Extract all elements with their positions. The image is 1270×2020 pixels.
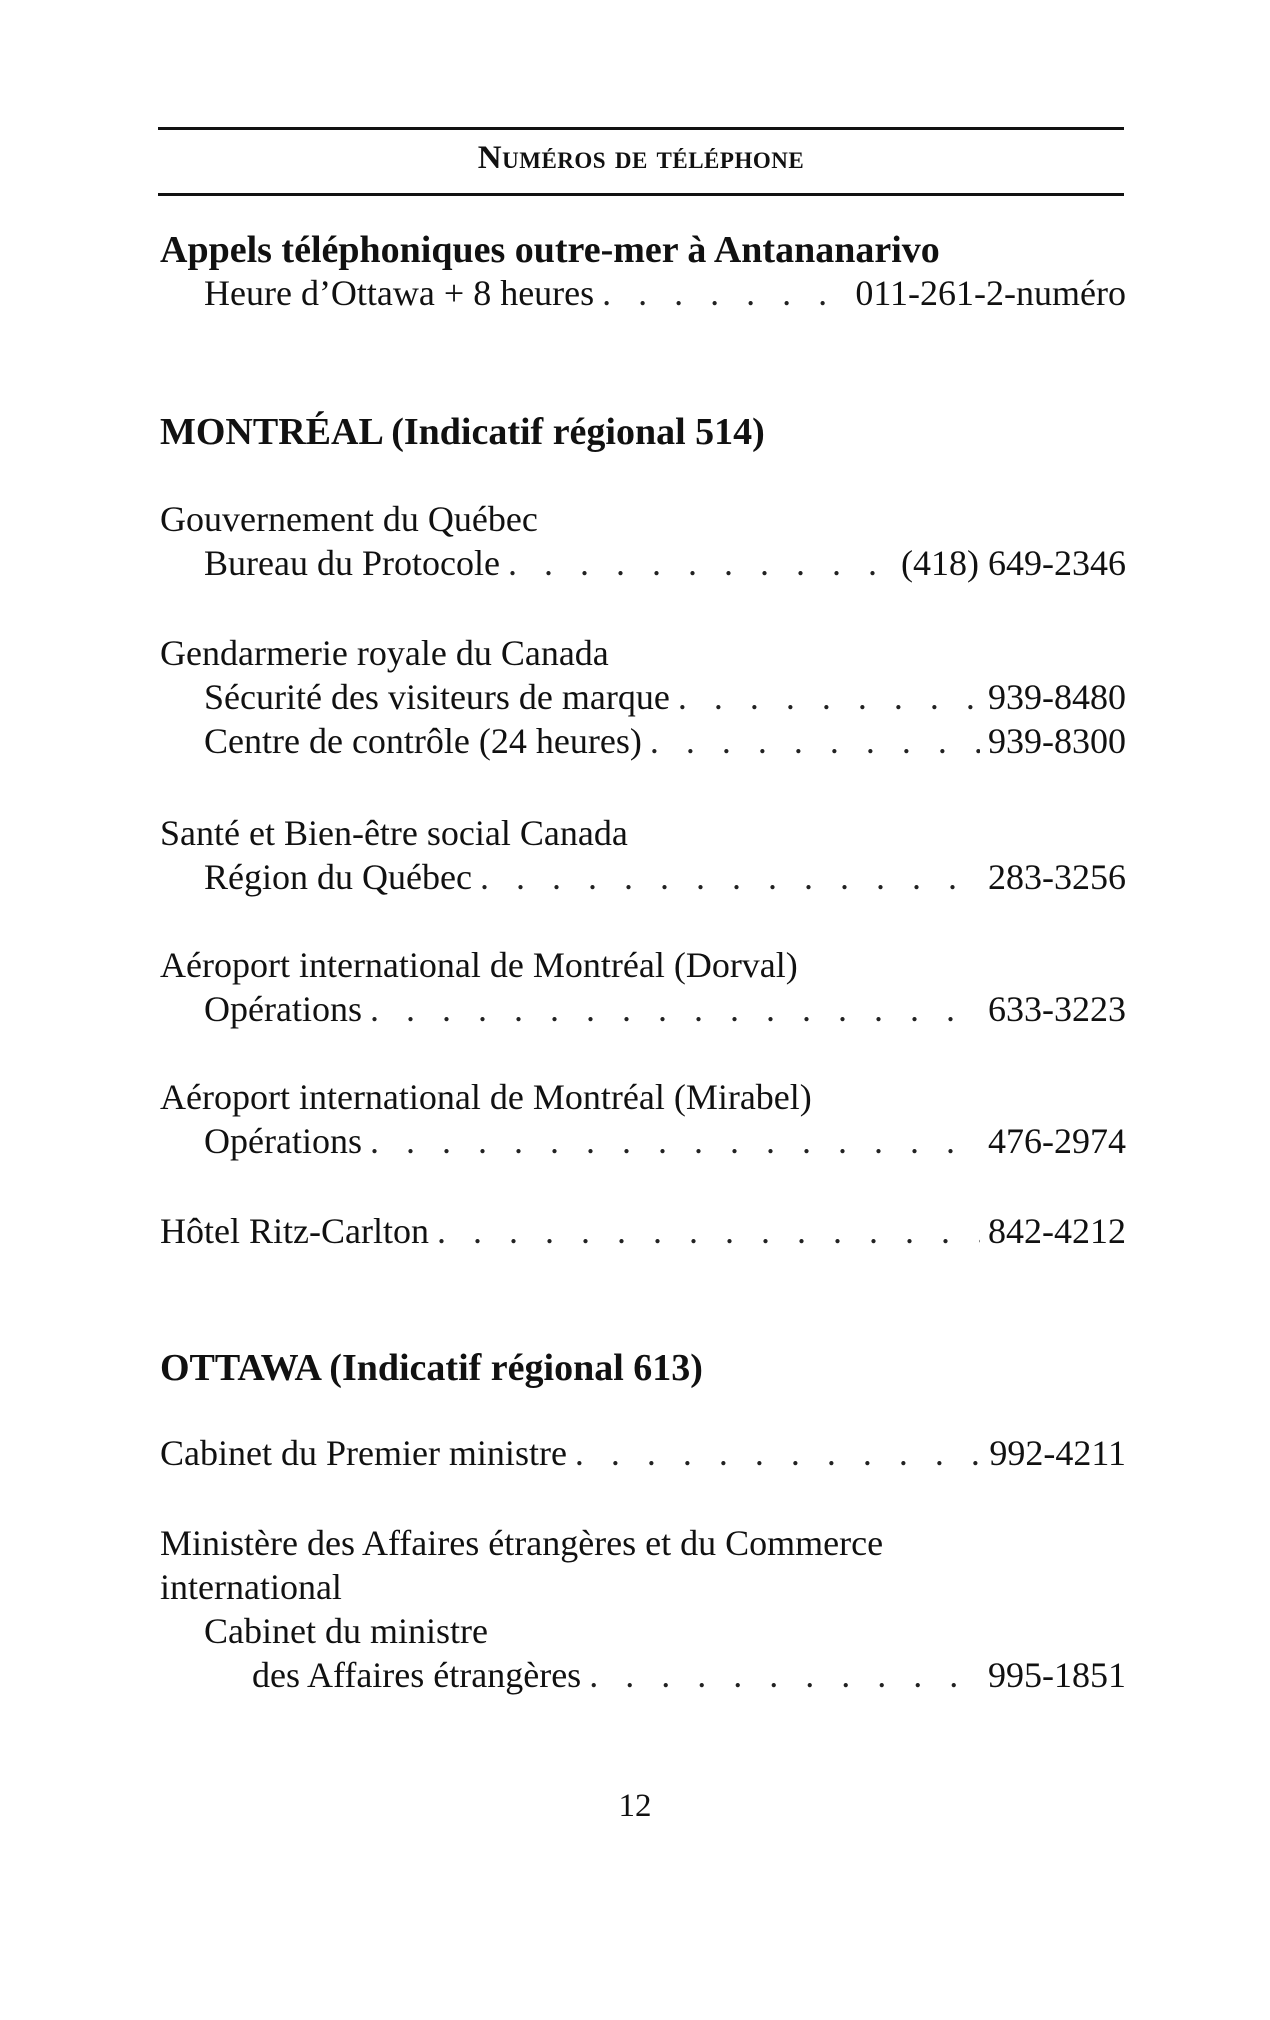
securite-visiteurs-entry — [204, 676, 1126, 718]
mirabel-title: Aéroport international de Montréal (Mirabel) — [160, 1077, 812, 1117]
entry-label: Cabinet du Premier ministre — [160, 1433, 567, 1473]
phone-number: 992-4211 — [989, 1433, 1126, 1473]
phone-number: 842-4212 — [988, 1211, 1126, 1251]
entry-label: Région du Québec — [204, 857, 472, 897]
entry-label: Centre de contrôle (24 heures) — [204, 721, 642, 761]
overseas-entry — [204, 272, 1126, 314]
centre-controle-entry — [204, 720, 1126, 762]
page-header-title: Numéros de téléphone — [477, 140, 805, 176]
montreal-heading: MONTRÉAL (Indicatif régional 514) — [160, 411, 765, 453]
dot-leader — [575, 1432, 981, 1474]
grc-title: Gendarmerie royale du Canada — [160, 633, 609, 673]
gouv-quebec-title: Gouvernement du Québec — [160, 499, 538, 539]
phone-number: 939-8480 — [988, 677, 1126, 717]
overseas-title: Appels téléphoniques outre-mer à Antananarivo — [160, 229, 940, 271]
entry-label: Opérations — [204, 1121, 362, 1161]
phone-number: 939-8300 — [988, 721, 1126, 761]
premier-ministre-entry — [160, 1432, 1126, 1474]
dot-leader — [370, 1120, 980, 1162]
dot-leader — [589, 1654, 980, 1696]
dot-leader — [480, 856, 980, 898]
entry-label: des Affaires étrangères — [252, 1655, 582, 1695]
region-quebec-entry — [204, 856, 1126, 898]
dot-leader — [650, 720, 980, 762]
dot-leader — [602, 272, 847, 314]
maeci-title-line1: Ministère des Affaires étrangères et du Commerce — [160, 1523, 884, 1563]
phone-number: 633-3223 — [988, 989, 1126, 1029]
header-rule-top — [158, 127, 1124, 130]
affaires-etrangeres-entry — [252, 1654, 1126, 1696]
ritz-carlton-entry — [160, 1210, 1126, 1252]
mirabel-operations-entry — [204, 1120, 1126, 1162]
dot-leader — [370, 988, 980, 1030]
phone-number: 995-1851 — [988, 1655, 1126, 1695]
phone-number: 476-2974 — [988, 1121, 1126, 1161]
phone-number: 011-261-2-numéro — [855, 273, 1126, 313]
bureau-protocole-entry — [204, 542, 1126, 584]
sante-title: Santé et Bien-être social Canada — [160, 813, 628, 853]
ottawa-heading: OTTAWA (Indicatif régional 613) — [160, 1347, 703, 1389]
phone-number: 283-3256 — [988, 857, 1126, 897]
header-rule-bottom — [158, 193, 1124, 196]
entry-label: Opérations — [204, 989, 362, 1029]
entry-label: Hôtel Ritz-Carlton — [160, 1211, 429, 1251]
dorval-title: Aéroport international de Montréal (Dorval) — [160, 945, 798, 985]
entry-label: Heure d’Ottawa + 8 heures — [204, 273, 595, 313]
entry-label: Sécurité des visiteurs de marque — [204, 677, 670, 717]
phone-number: (418) 649-2346 — [901, 543, 1126, 583]
dot-leader — [437, 1210, 980, 1252]
dorval-operations-entry — [204, 988, 1126, 1030]
entry-label: Bureau du Protocole — [204, 543, 500, 583]
cabinet-ministre-subtitle: Cabinet du ministre — [204, 1611, 488, 1651]
dot-leader — [678, 676, 980, 718]
page-number: 12 — [618, 1788, 652, 1824]
maeci-title-line2: international — [160, 1567, 342, 1607]
dot-leader — [508, 542, 893, 584]
